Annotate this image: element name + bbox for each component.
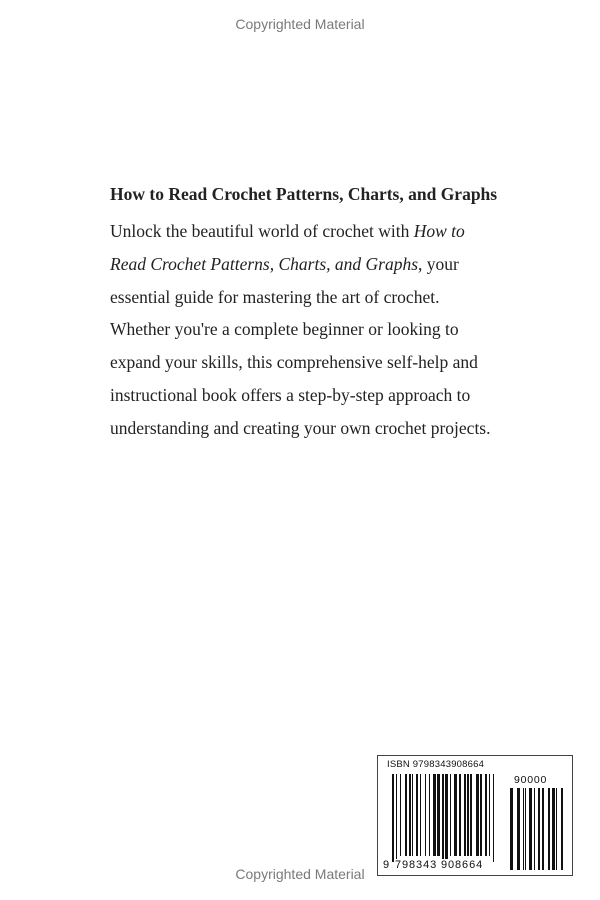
description-italic-title: How to Read Crochet Patterns, Charts, and Graphs [110,221,465,274]
copyright-watermark-top: Copyrighted Material [235,16,365,32]
barcode-digits-right: 908664 [441,859,484,871]
description-body: , your essential guide for mastering the art of crochet. Whether you're a complete beginner or looking to expand your skills, this comprehensive self-help and instructional book offers a step-by-step approach to understanding and creating your own crochet projects. [110,253,491,438]
book-title: How to Read Crochet Patterns, Charts, and Graphs [110,184,498,204]
barcode-digit-first: 9 [383,859,391,871]
description-intro: Unlock the beautiful world of crochet with [110,221,414,241]
back-cover-text [110,176,500,445]
copyright-watermark-bottom: Copyrighted Material [235,866,365,882]
barcode-digits-left: 798343 [395,859,438,871]
price-addon-code: 90000 [514,774,548,786]
isbn-barcode [377,755,573,876]
isbn-label: ISBN 9798343908664 [387,759,485,770]
book-description [110,215,500,445]
